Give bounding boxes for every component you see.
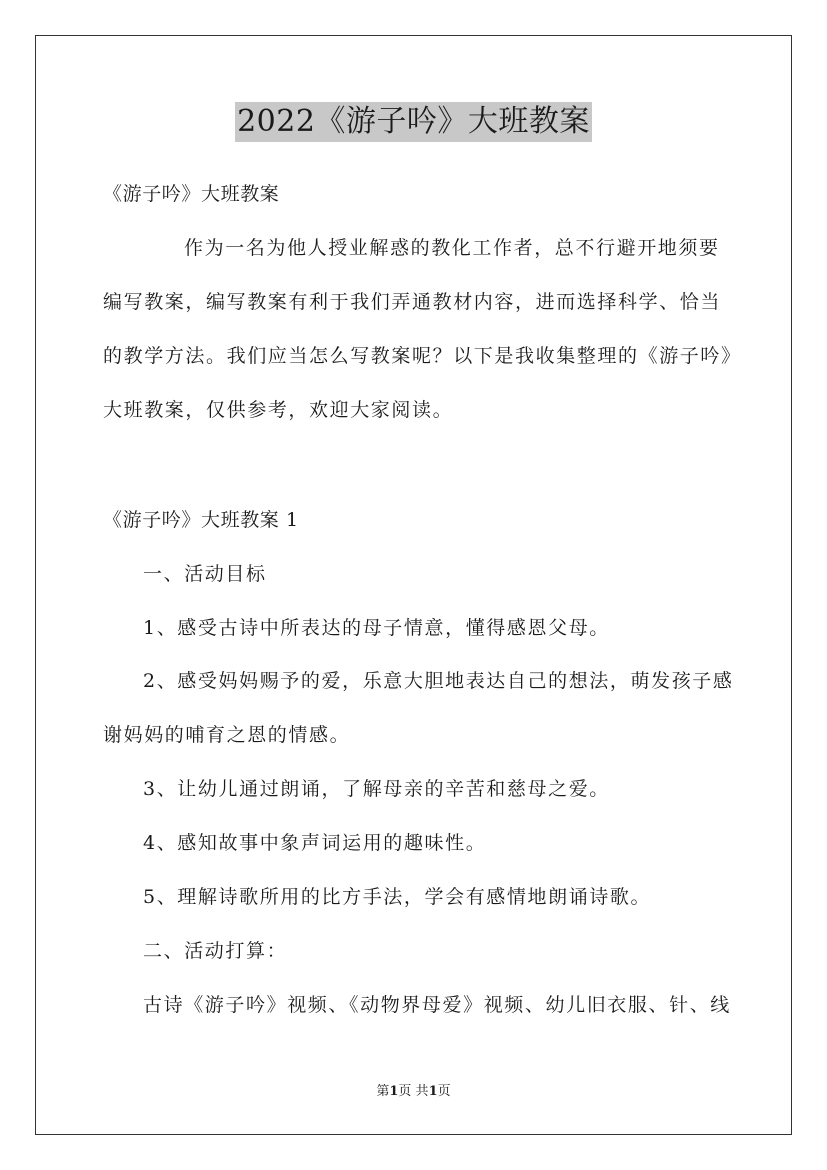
goal-item: 4、感知故事中象声词运用的趣味性。 (143, 832, 487, 854)
title-container (0, 102, 827, 142)
document-subtitle: 《游子吟》大班教案 (103, 183, 280, 205)
prep-materials-line: 古诗《游子吟》视频、《动物界母爱》视频、幼儿旧衣服、针、线 (143, 994, 731, 1016)
intro-paragraph-line: 编写教案，编写教案有利于我们弄通教材内容，进而选择科学、恰当 (103, 291, 722, 313)
goal-item: 1、感受古诗中所表达的母子情意，懂得感恩父母。 (143, 617, 610, 639)
goal-item: 3、让幼儿通过朗诵，了解母亲的辛苦和慈母之爱。 (143, 778, 610, 800)
intro-paragraph-line: 作为一名为他人授业解惑的教化工作者，总不行避开地须要 (184, 237, 720, 259)
footer-page-suffix: 页 (437, 1084, 451, 1099)
document-title: 2022《游子吟》大班教案 (235, 102, 592, 142)
page-footer (0, 1083, 827, 1101)
goal-item-continuation: 谢妈妈的哺育之恩的情感。 (103, 724, 351, 746)
intro-paragraph-line: 的教学方法。我们应当怎么写教案呢？以下是我收集整理的《游子吟》 (103, 345, 742, 367)
goal-item: 5、理解诗歌所用的比方手法，学会有感情地朗诵诗歌。 (143, 886, 652, 908)
footer-current-page: 1 (389, 1084, 399, 1099)
section-heading: 《游子吟》大班教案 1 (103, 509, 299, 531)
goal-item: 2、感受妈妈赐予的爱，乐意大胆地表达自己的想法，萌发孩子感 (143, 670, 734, 692)
intro-paragraph-line: 大班教案，仅供参考，欢迎大家阅读。 (103, 399, 454, 421)
activity-goals-heading: 一、活动目标 (143, 563, 267, 585)
footer-page-mid: 页 共 (398, 1084, 429, 1099)
footer-page-prefix: 第 (376, 1084, 390, 1099)
activity-prep-heading: 二、活动打算： (143, 940, 288, 962)
footer-total-pages: 1 (428, 1084, 438, 1099)
